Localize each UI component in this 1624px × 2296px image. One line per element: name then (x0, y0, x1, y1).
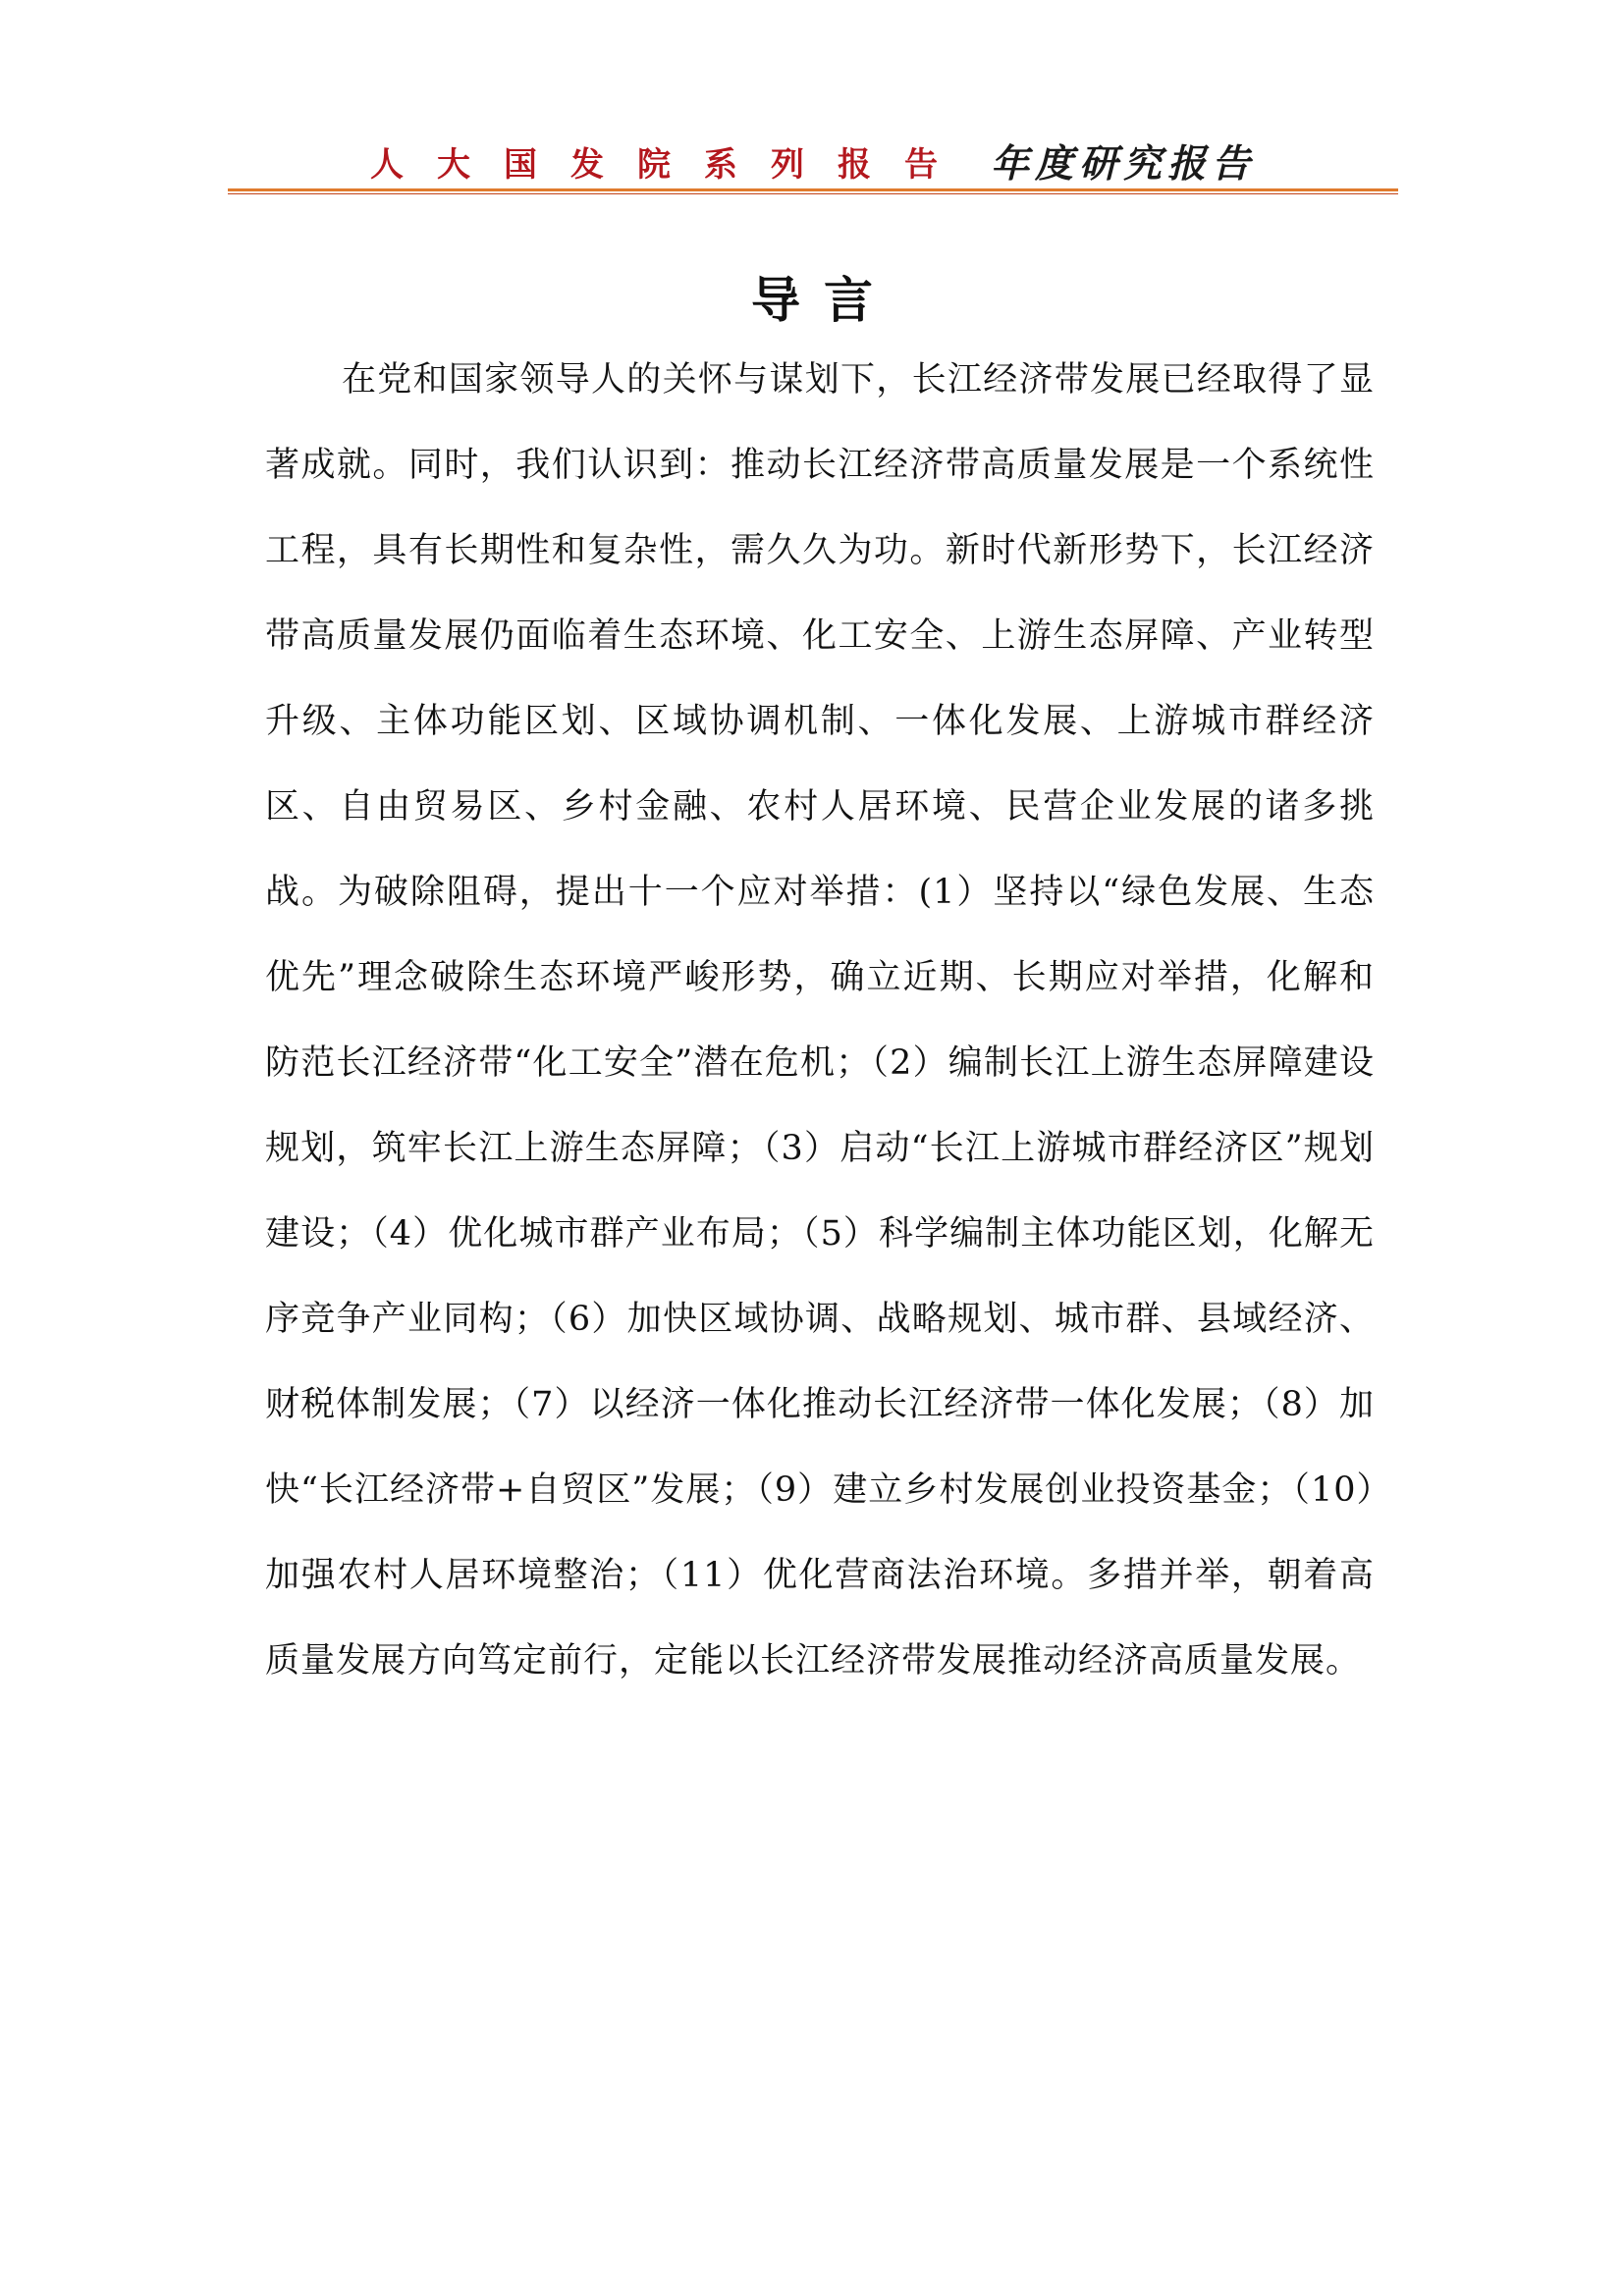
header-report-type: 年度研究报告 (990, 141, 1256, 187)
header-divider (228, 188, 1398, 191)
header-divider-thin (228, 193, 1398, 194)
running-header (228, 130, 1398, 192)
page-title: 导言 (751, 271, 896, 329)
header-series-title: 人大国发院系列报告 (369, 144, 971, 185)
body-paragraph: 在党和国家领导人的关怀与谋划下，长江经济带发展已经取得了显著成就。同时，我们认识到：推动长江经济带高质量发展是一个系统性工程，具有长期性和复杂性，需久久为功。新时代新形势下，长江经济带高质量发展仍面临着生态环境、化工安全、上游生态屏障、产业转型升级、主体功能区划、区域协调机制、一体化发展、上游城市群经济区、自由贸易区、乡村金融、农村人居环境、民营企业发展的诸多挑战。为破除阻碍，提出十一个应对举措：(1）坚持以“绿色发展、生态优先”理念破除生态环境严峻形势，确立近期、长期应对举措，化解和防范长江经济带“化工安全”潜在危机；（2）编制长江上游生态屏障建设规划，筑牢长江上游生态屏障；（3）启动“长江上游城市群经济区”规划建设；（4）优化城市群产业布局；（5）科学编制主体功能区划，化解无序竞争产业同构；（6）加快区域协调、战略规划、城市群、县域经济、财税体制发展；（7）以经济一体化推动长江经济带一体化发展；（8）加快“长江经济带+自贸区”发展；（9）建立乡村发展创业投资基金；（10）加强农村人居环境整治；（11）优化营商法治环境。多措并举，朝着高质量发展方向笃定前行，定能以长江经济带发展推动经济高质量发展。 (265, 360, 1375, 1681)
